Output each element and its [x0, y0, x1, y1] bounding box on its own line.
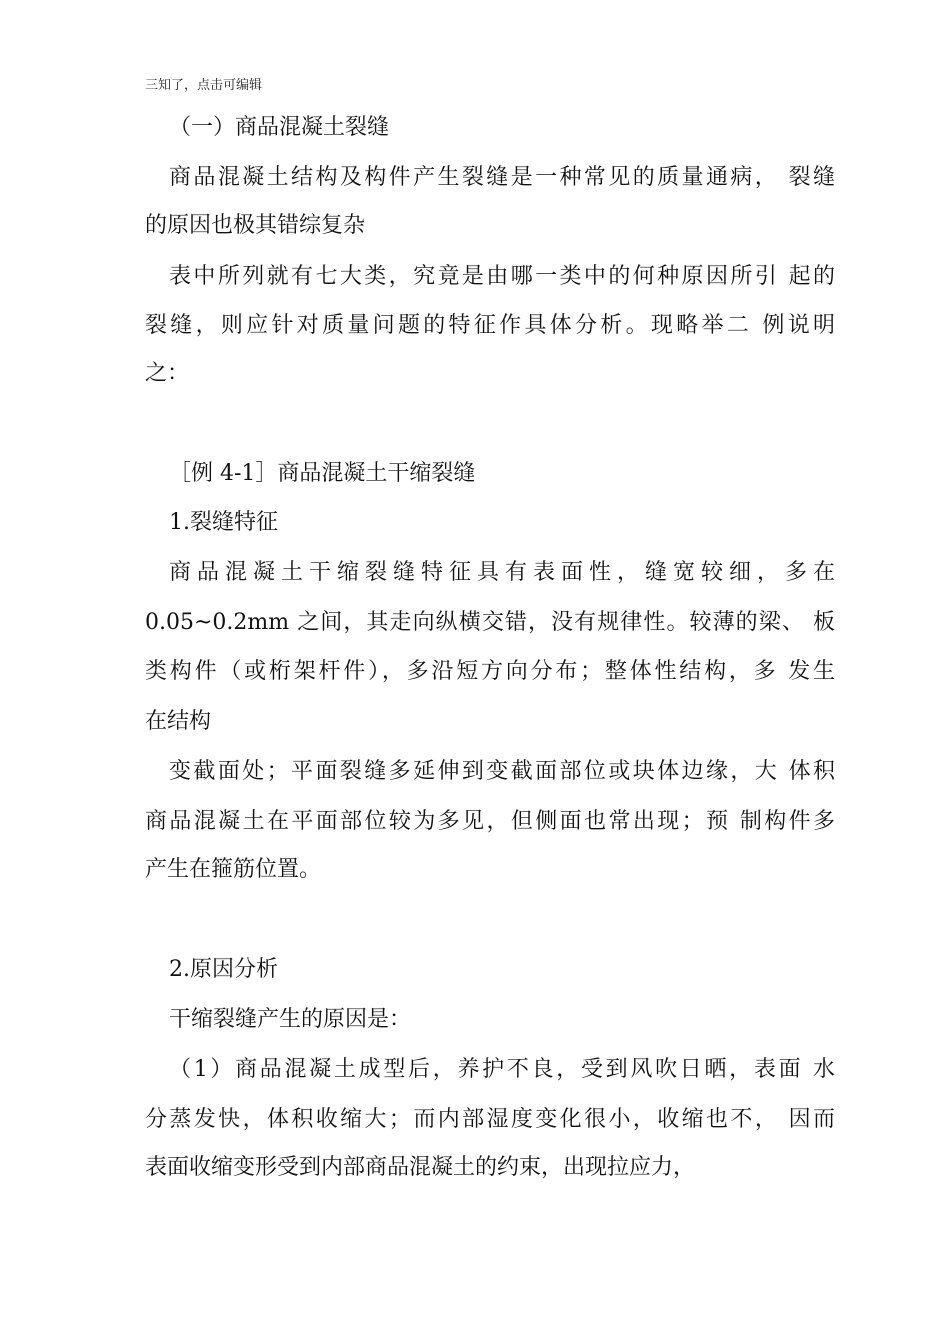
paragraph-line: 商品混凝土干缩裂缝特征具有表面性，缝宽较细，多在: [169, 560, 835, 585]
paragraph-line: （1）商品混凝土成型后，养护不良，受到风吹日晒，表面 水: [169, 1057, 835, 1082]
paragraph-line: 表中所列就有七大类，究竟是由哪一类中的何种原因所引 起的: [169, 264, 835, 289]
paragraph-line: 之：: [145, 361, 190, 386]
paragraph-line: 干缩裂缝产生的原因是：: [169, 1007, 412, 1032]
section-heading: （一）商品混凝土裂缝: [169, 115, 390, 140]
paragraph-line: 商品混凝土在平面部位较为多见，但侧面也常出现；预 制构件多: [145, 809, 835, 834]
paragraph-line: 商品混凝土结构及构件产生裂缝是一种常见的质量通病， 裂缝: [169, 165, 835, 190]
paragraph-line: 裂缝，则应针对质量问题的特征作具体分析。现略举二 例说明: [145, 313, 835, 338]
subsection-heading: 2.原因分析: [169, 957, 278, 982]
paragraph-line: 表面收缩变形受到内部商品混凝土的约束，出现拉应力，: [145, 1155, 696, 1180]
paragraph-line: 变截面处；平面裂缝多延伸到变截面部位或块体边缘，大 体积: [169, 759, 835, 784]
subsection-heading: 1.裂缝特征: [169, 510, 278, 535]
example-heading: ［例 4-1］商品混凝土干缩裂缝: [169, 461, 476, 486]
paragraph-line: 分蒸发快，体积收缩大；而内部湿度变化很小，收缩也不， 因而: [145, 1107, 835, 1132]
paragraph-line: 产生在箍筋位置。: [145, 857, 322, 882]
paragraph-line: 0.05~0.2mm 之间，其走向纵横交错，没有规律性。较薄的梁、 板: [145, 610, 835, 635]
header-note: 三知了，点击可编辑: [145, 78, 263, 93]
paragraph-line: 的原因也极其错综复杂: [145, 213, 366, 238]
paragraph-line: 类构件（或桁架杆件），多沿短方向分布；整体性结构，多 发生: [145, 659, 835, 684]
paragraph-line: 在结构: [145, 709, 212, 734]
